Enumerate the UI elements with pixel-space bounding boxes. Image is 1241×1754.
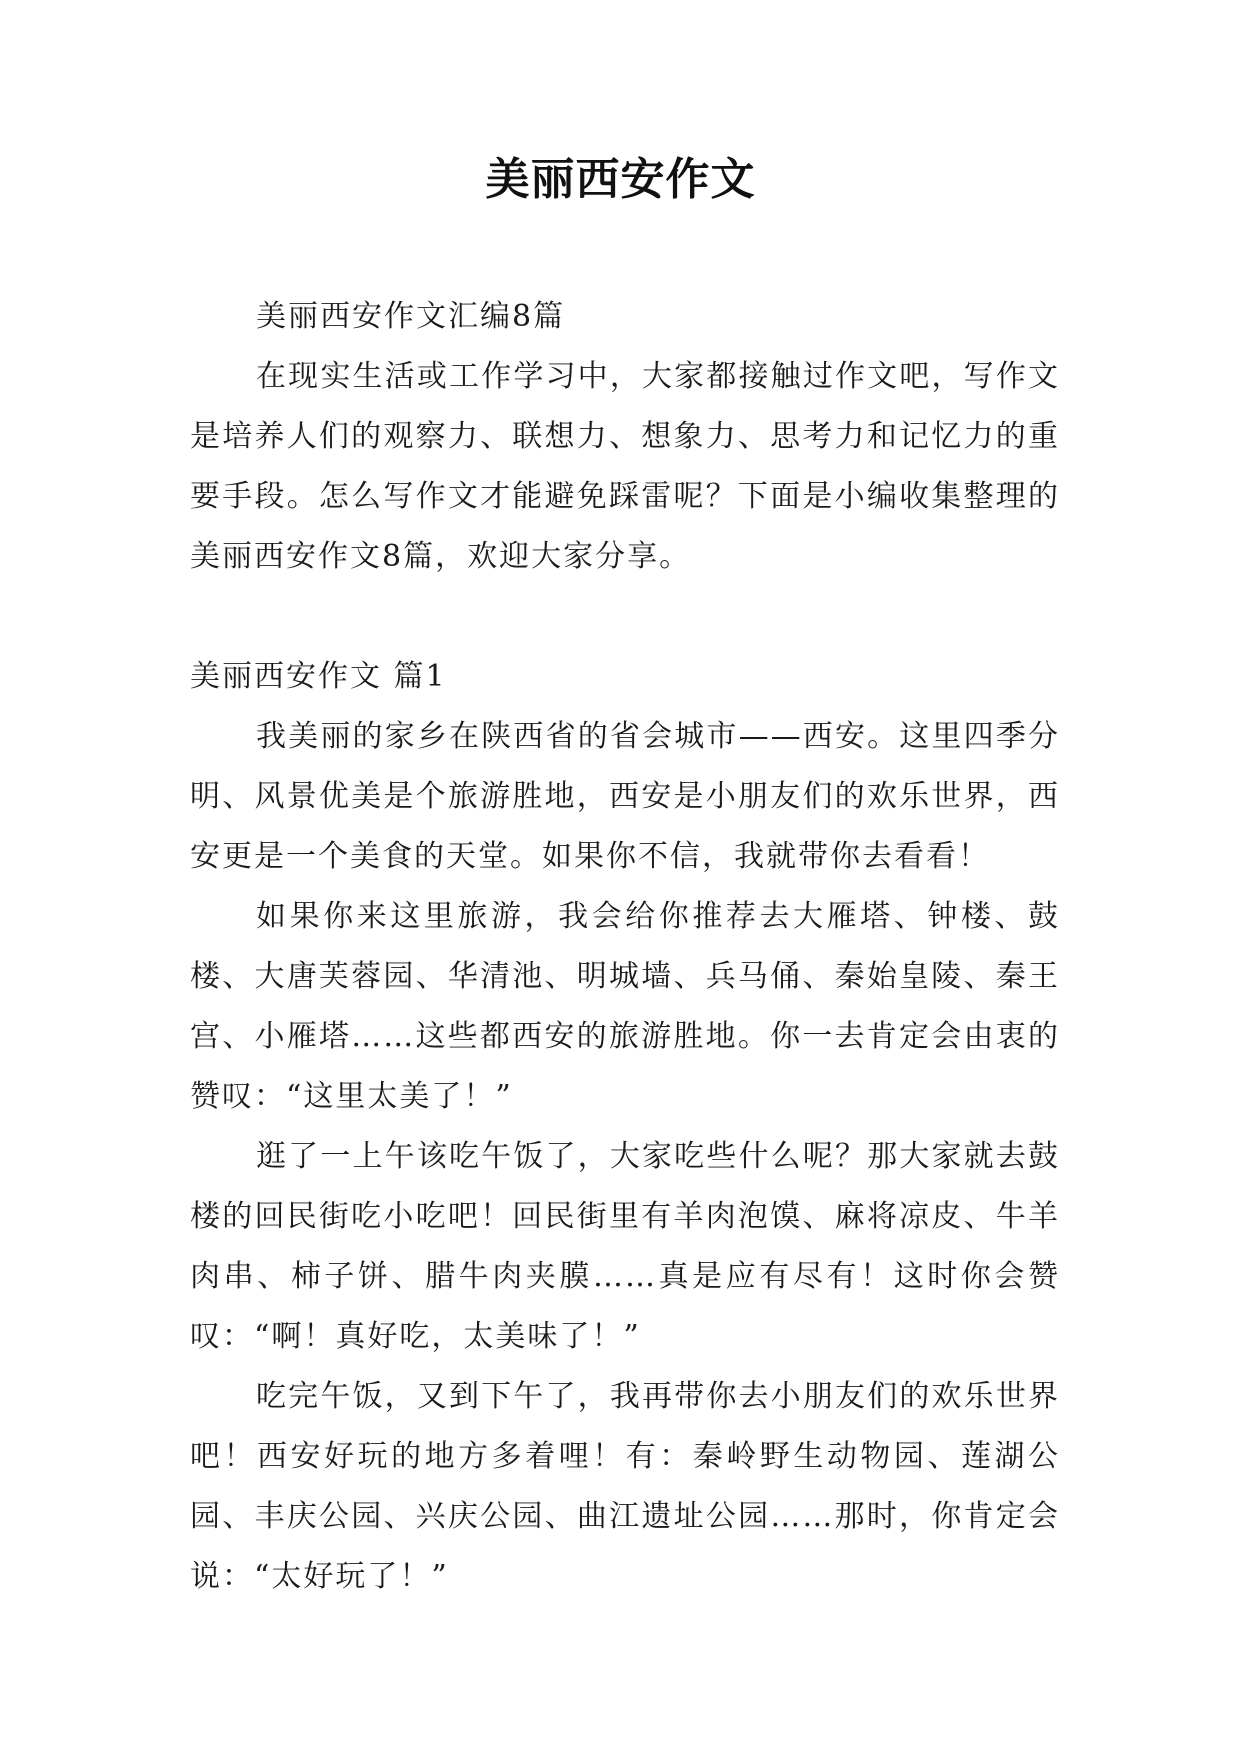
body-paragraph: 我美丽的家乡在陕西省的省会城市——西安。这里四季分明、风景优美是个旅游胜地，西安是小朋友们的欢乐世界，西安更是一个美食的天堂。如果你不信，我就带你去看看！ (190, 719, 1060, 874)
intro-paragraph: 在现实生活或工作学习中，大家都接触过作文吧，写作文是培养人们的观察力、联想力、想象力、思考力和记忆力的重要手段。怎么写作文才能避免踩雷呢？下面是小编收集整理的美丽西安作文8篇，欢迎大家分享。 (190, 359, 1060, 574)
body-paragraph: 吃完午饭，又到下午了，我再带你去小朋友们的欢乐世界吧！西安好玩的地方多着哩！有：秦岭野生动物园、莲湖公园、丰庆公园、兴庆公园、曲江遗址公园……那时，你肯定会说：“太好玩了！” (190, 1379, 1060, 1594)
section-spacer (190, 587, 1060, 647)
body-paragraph: 如果你来这里旅游，我会给你推荐去大雁塔、钟楼、鼓楼、大唐芙蓉园、华清池、明城墙、兵马俑、秦始皇陵、秦王宫、小雁塔……这些都西安的旅游胜地。你一去肯定会由衷的赞叹：“这里太美了！” (190, 899, 1060, 1114)
section-heading: 美丽西安作文 篇1 (190, 659, 447, 694)
document-title: 美丽西安作文 (485, 154, 756, 205)
subtitle-line: 美丽西安作文汇编8篇 (256, 299, 566, 334)
body-paragraph: 逛了一上午该吃午饭了，大家吃些什么呢？那大家就去鼓楼的回民街吃小吃吧！回民街里有羊肉泡馍、麻将凉皮、牛羊肉串、柿子饼、腊牛肉夹膜……真是应有尽有！这时你会赞叹：“啊！真好吃，太美味了！” (190, 1139, 1060, 1354)
document-body (190, 287, 1060, 1607)
